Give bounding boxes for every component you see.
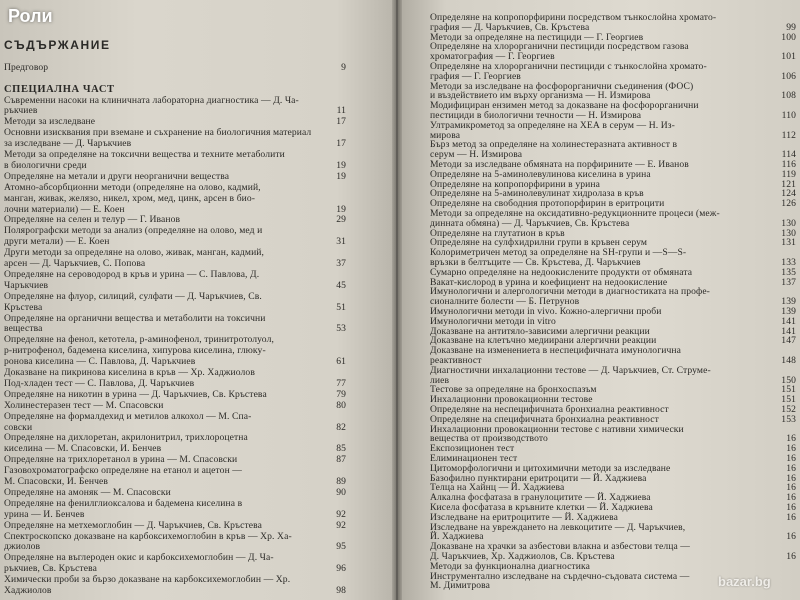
toc-entry-page: 139	[781, 306, 796, 317]
toc-entry-title: Хаджиолов	[4, 585, 52, 596]
toc-entry	[4, 541, 346, 552]
toc-entry-title: Определяне на фенилглиоксалова и бадемена киселина в	[4, 497, 243, 509]
toc-entry	[4, 105, 346, 116]
toc-entry-page: 16	[786, 531, 796, 543]
toc-entry	[4, 323, 346, 334]
toc-entry-title: Диагностични инхалационни тестове — Д. Чаръкчиев, Ст. Струме-	[430, 364, 711, 376]
toc-entry	[4, 334, 346, 345]
toc-entry-page: 101	[781, 51, 796, 63]
toc-entry-title: Инхалационни провокационни тестове с нативни химически	[430, 423, 684, 435]
toc-entry	[4, 498, 346, 509]
toc-entry	[4, 367, 346, 378]
toc-entry-title: динната обмяна) — Д. Чаръкчиев, Св. Кръстева	[430, 217, 630, 229]
toc-entry-page: 85	[336, 443, 346, 455]
toc-entry-title: Елиминационен тест	[430, 453, 518, 464]
toc-entry	[4, 465, 346, 476]
toc-entry-page: 130	[781, 217, 796, 229]
toc-entry	[4, 258, 346, 269]
toc-entry-title: Газовохроматографско определяне на етанол и ацетон —	[4, 465, 243, 477]
toc-entry	[4, 193, 346, 204]
toc-entry-title: Определяне на дихлоретан, акрилонитрил, трихлороцетна	[4, 432, 248, 444]
toc-entry-title: арсен — Д. Чаръкчиев, С. Попова	[4, 258, 146, 269]
toc-entry-page: 16	[786, 443, 796, 455]
toc-entry-page: 116	[781, 159, 796, 170]
toc-entry	[4, 291, 346, 302]
toc-entry-page: 9	[341, 61, 346, 73]
toc-entry-title: Сумарно определяне на недоокислените продукти от обмяната	[430, 266, 693, 278]
toc-entry-title: Кръстева	[4, 301, 43, 313]
toc-entry-page: 95	[336, 541, 346, 553]
toc-entry-title: совски	[4, 421, 33, 433]
toc-entry-page: 87	[336, 454, 346, 466]
toc-entry-title: Цитоморфологични и цитохимични методи за изследване	[430, 462, 671, 474]
toc-entry-title: Определяне на специфичната бронхиална реактивност	[430, 413, 659, 425]
toc-entry-page: 98	[336, 585, 346, 596]
toc-entry-title: Базофилно пунктирани еритроцити — Й. Хаджиева	[430, 472, 647, 484]
toc-entry-page: 139	[781, 296, 796, 308]
toc-entry-title: Определяне на свободния протопорфирин в еритроцити	[430, 198, 665, 210]
toc-entry-title: Определяне на органични вещества и метаболити на токсични	[4, 312, 266, 324]
toc-entry-page: 77	[336, 377, 346, 389]
toc-entry-title: Определяне на хлорорганични пестициди с тънкослойна хромато-	[430, 61, 707, 72]
toc-entry-title: Изследване на увреждането на левкоцитите — Д. Чаръкчиев,	[430, 521, 686, 533]
toc-entry-title: ронова киселина — С. Павлова, Д. Чаръкчиев	[4, 356, 196, 368]
toc-entry-page: 16	[786, 492, 796, 504]
toc-entry-title: Определяне на трихлоретанол в урина — М. Спасовски	[4, 454, 238, 466]
toc-entry	[4, 411, 346, 422]
toc-entry-title: Инхалационни провокационни тестове	[430, 394, 593, 406]
toc-entry-page: 19	[336, 203, 346, 215]
toc-entry-page: 112	[781, 129, 796, 141]
toc-entry	[4, 138, 346, 149]
toc-entry-title: в биологични среди	[4, 159, 87, 171]
toc-entry	[4, 454, 346, 465]
toc-entry	[4, 116, 346, 127]
toc-entry-page: 29	[336, 214, 346, 226]
toc-entry	[4, 73, 346, 84]
toc-entry-title: Определяне на въглероден окис и карбоксихемоглобин — Д. Ча-	[4, 552, 274, 564]
toc-entry-title: СЪДЪРЖАНИЕ	[4, 40, 111, 51]
toc-entry-page: 152	[781, 404, 796, 415]
toc-entry-title: Определяне на формалдехид и метилов алкохол — М. Спа-	[4, 410, 252, 422]
toc-entry-title: Методи за изследване на фосфорорганични съединения (ФОС)	[430, 80, 694, 92]
toc-entry	[4, 84, 346, 95]
toc-entry-title: Експозиционен тест	[430, 443, 515, 455]
toc-entry	[4, 236, 346, 247]
toc-entry-page: 124	[781, 188, 796, 200]
toc-entry-page: 17	[336, 116, 346, 128]
toc-entry	[4, 247, 346, 258]
toc-entry	[4, 204, 346, 215]
toc-entry-title: серум — Н. Измирова	[430, 149, 523, 161]
toc-entry	[4, 389, 346, 400]
toc-entry-page: 16	[786, 433, 796, 445]
toc-entry-page: 89	[336, 476, 346, 487]
toc-entry-title: Ултрамикрометод за определяне на ХЕА в серум — Н. Из-	[430, 119, 675, 131]
toc-entry-page: 153	[781, 413, 796, 425]
toc-entry-page: 82	[336, 421, 346, 433]
toc-entry-title: Холинестеразен тест — М. Спасовски	[4, 399, 164, 411]
toc-entry	[4, 313, 346, 324]
toc-entry-page: 53	[336, 323, 346, 335]
toc-entry-page: 114	[781, 149, 796, 161]
toc-entry-title: Доказване на храчки за азбестови влакна и азбестови телца —	[430, 541, 691, 553]
toc-entry-page: 16	[786, 511, 796, 523]
toc-entry-page: 16	[786, 482, 796, 494]
toc-entry-page: 19	[336, 170, 346, 182]
toc-entry	[4, 432, 346, 443]
toc-entry-title: Атомно-абсорбционни методи (определяне на олово, кадмий,	[4, 181, 261, 193]
toc-entry	[4, 214, 346, 225]
toc-entry-title: мирова	[430, 129, 461, 141]
toc-entry	[4, 476, 346, 487]
toc-entry-title: Определяне на фенол, кетотела, р-аминофенол, тринитротолуол,	[4, 334, 274, 346]
toc-entry-page: 106	[781, 70, 796, 82]
toc-entry-title: Предговор	[4, 61, 49, 73]
toc-entry-page: 130	[781, 227, 796, 239]
toc-entry-title: сионалните болести — Б. Петрунов	[430, 296, 580, 308]
toc-entry-page: 16	[786, 502, 796, 513]
toc-entry-title: Бърз метод за определяне на холинестеразната активност в	[430, 139, 678, 151]
toc-entry-title: Имунологични методи in vitro	[430, 315, 556, 327]
toc-entry-page: 126	[781, 198, 796, 210]
toc-entry-page: 11	[336, 105, 346, 117]
toc-entry-title: ръкчиев	[4, 105, 38, 117]
toc-entry-title: Определяне на копропорфирини посредством тънкослойна хромато-	[430, 12, 717, 23]
toc-entry-title: Имунологични и алергологични методи в диагностиката на профе-	[430, 286, 710, 298]
toc-entry-title: СПЕЦИАЛНА ЧАСТ	[4, 83, 115, 95]
toc-entry-title: графия — Д. Чаръкчиев, Св. Кръстева	[430, 21, 590, 33]
toc-entry	[4, 302, 346, 313]
toc-entry	[4, 378, 346, 389]
toc-entry-title: Инструментално изследване на сърдечно-съдовата система —	[430, 570, 690, 582]
toc-entry-page: 92	[336, 508, 346, 520]
toc-entry-page: 99	[786, 21, 796, 33]
brand-watermark-bottom: bazar.bg	[718, 574, 771, 589]
toc-entry-title: Определяне на хлорорганични пестициди посредством газова	[430, 41, 689, 53]
toc-entry-title: киселина — М. Спасовски, И. Бенчев	[4, 443, 162, 455]
toc-entry-page: 90	[336, 486, 346, 498]
toc-entry-title: Методи за определяне на токсични вещества и техните метаболити	[4, 149, 285, 160]
toc-entry	[4, 563, 346, 574]
book-gutter	[392, 0, 402, 600]
toc-entry-title: ръкчиев, Св. Кръстева	[4, 563, 97, 575]
toc-entry-title: вещества	[4, 323, 43, 335]
toc-entry-title: Методи за определяне на оксидативно-редукционните процеси (меж-	[430, 208, 720, 219]
toc-entry-title: Определяне на метхемоглобин — Д. Чаръкчиев, Св. Кръстева	[4, 519, 262, 531]
toc-entry	[4, 95, 346, 106]
toc-entry-title: Определяне на амоняк — М. Спасовски	[4, 486, 171, 498]
toc-entry-title: М. Димитрова	[430, 580, 490, 592]
toc-entry	[430, 580, 796, 591]
toc-entry-page: 31	[336, 236, 346, 248]
toc-entry-title: и въздействието им върху организма — Н. Измирова	[430, 90, 651, 102]
toc-entry-page: 45	[336, 279, 346, 291]
toc-entry	[4, 40, 346, 51]
toc-entry	[4, 356, 346, 367]
toc-entry-title: Колориметричен метод за определяне на SH-групи и —S—S-	[430, 247, 687, 259]
toc-entry-page: 108	[781, 90, 796, 102]
toc-entry-title: Д. Чаръкчиев, Хр. Хаджиолов, Св. Кръстева	[430, 551, 615, 562]
toc-entry-title: манган, живак, желязо, никел, хром, мед, цинк, арсен в био-	[4, 192, 256, 204]
toc-entry	[4, 149, 346, 160]
toc-entry-title: Определяне на никотин в урина — Д. Чаръкчиев, Св. Кръстева	[4, 388, 267, 400]
toc-entry	[4, 182, 346, 193]
toc-entry-page: 92	[336, 519, 346, 531]
toc-entry-page: 148	[781, 355, 796, 366]
toc-entry-title: вещества от производството	[430, 433, 548, 445]
toc-entry	[4, 422, 346, 433]
toc-entry	[4, 509, 346, 520]
toc-entry-title: Чаръкчиев	[4, 279, 49, 291]
toc-entry-title: Определяне на сулфхидрилни групи в кръвен серум	[430, 237, 648, 249]
toc-entry	[4, 487, 346, 498]
toc-entry-page: 133	[781, 257, 796, 268]
toc-entry-title: Определяне на селен и телур — Г. Иванов	[4, 214, 181, 226]
toc-entry-page: 79	[336, 388, 346, 400]
toc-entry-page: 19	[336, 159, 346, 171]
toc-entry-page: 135	[781, 266, 796, 278]
toc-entry-title: Химически проби за бързо доказване на карбоксихемоглобин — Хр.	[4, 574, 291, 586]
toc-entry-page: 110	[781, 110, 796, 121]
toc-entry-page: 16	[786, 462, 796, 474]
toc-entry-title: Доказване на антитяло-зависими алергични реакции	[430, 325, 650, 337]
toc-entry-title: Модифициран ензимен метод за доказване на фосфорорганични	[430, 100, 699, 112]
toc-entry-title: Определяне на 5-аминолевулинат хидролаза в кръв	[430, 188, 644, 200]
toc-entry-page: 16	[786, 453, 796, 464]
toc-entry-title: Й. Хаджиева	[430, 531, 484, 543]
toc-entry-title: Определяне на сероводород в кръв и урина — С. Павлова, Д.	[4, 268, 260, 280]
toc-entry-title: лочни материали) — Е. Коен	[4, 203, 125, 215]
toc-entry-title: Определяне на глутатион в кръв	[430, 227, 565, 239]
toc-entry	[4, 531, 346, 542]
toc-entry	[4, 574, 346, 585]
toc-entry-title: Доказване на изменениeта в неспецифичната имунологична	[430, 345, 681, 357]
toc-entry-title: връзки в белтъците — Св. Кръстева, Д. Чаръкчиев	[430, 257, 641, 268]
toc-entry-title: Други методи за определяне на олово, живак, манган, кадмий,	[4, 247, 265, 259]
toc-entry	[4, 552, 346, 563]
toc-entry-title: Определяне на метали и други неорганични вещества	[4, 170, 230, 182]
toc-entry-page: 37	[336, 258, 346, 269]
toc-entry-title: Телца на Хайнц — Й. Хаджиева	[430, 482, 565, 494]
toc-entry-title: Спектроскопско доказване на карбоксихемоглобин в кръв — Хр. Ха-	[4, 530, 292, 542]
toc-entry-title: за изследване — Д. Чаръкчиев	[4, 138, 132, 150]
toc-entry	[4, 127, 346, 138]
toc-entry-page: 119	[781, 168, 796, 180]
toc-entry-title: М. Спасовски, И. Бенчев	[4, 476, 109, 487]
toc-entry-title: Методи за изследване	[4, 116, 96, 128]
toc-entry-title: Методи за определяне на пестициди — Г. Георгиев	[430, 31, 644, 43]
toc-entry-page: 137	[781, 276, 796, 288]
toc-entry-page: 141	[781, 315, 796, 327]
toc-entry	[4, 269, 346, 280]
toc-entry-page: 100	[781, 31, 796, 43]
toc-entry-title: Доказване на клетъчно медиирани алергични реакции	[430, 335, 657, 347]
toc-entry-title: Доказване на пикринова киселина в кръв — Хр. Хаджиолов	[4, 367, 255, 378]
toc-entry-page: 80	[336, 399, 346, 411]
toc-entry-title: джиолов	[4, 541, 41, 553]
toc-entry-page: 151	[781, 394, 796, 406]
toc-entry	[4, 51, 346, 62]
toc-entry	[4, 62, 346, 73]
toc-entry-title: Съвременни насоки на клиничната лабораторна диагностика — Д. Ча-	[4, 94, 299, 106]
toc-entry	[4, 585, 346, 596]
toc-entry-title: други метали) — Е. Коен	[4, 236, 110, 248]
toc-entry-page: 141	[781, 325, 796, 337]
brand-watermark-top: Роли	[8, 6, 53, 26]
toc-entry-title: Методи за функционална диагностика	[430, 560, 590, 572]
toc-entry-page: 17	[336, 138, 346, 150]
toc-entry-title: хроматография — Г. Георгиев	[430, 51, 555, 63]
toc-entry-title: Основни изисквания при вземане и съхранение на биологичния материал	[4, 127, 312, 139]
toc-entry-title: Под-хладен тест — С. Павлова, Д. Чаръкчиев	[4, 377, 195, 389]
toc-entry	[4, 345, 346, 356]
toc-entry-title: Определяне на копропорфирини в урина	[430, 178, 600, 190]
toc-entry	[4, 520, 346, 531]
toc-entry-page: 16	[786, 472, 796, 484]
toc-entry-title: урина — И. Бенчев	[4, 508, 85, 520]
toc-entry-title: Определяне на неспецифичната бронхиална реактивност	[430, 404, 669, 415]
toc-entry-title: пестициди в биологични течности — Н. Измирова	[430, 110, 642, 121]
toc-entry	[4, 225, 346, 236]
toc-entry-title: Вакат-кислород в урина и коефициент на недоокисление	[430, 276, 668, 288]
toc-entry-page: 16	[786, 551, 796, 562]
toc-entry-page: 147	[781, 335, 796, 347]
toc-entry	[4, 400, 346, 411]
toc-entry-page: 131	[781, 237, 796, 249]
toc-entry-title: Кисела фосфатаза в кръвните клетки — Й. Хаджиева	[430, 502, 653, 513]
toc-entry	[4, 160, 346, 171]
toc-entry-title: реактивност	[430, 355, 482, 366]
toc-entry	[4, 171, 346, 182]
toc-entry-page: 150	[781, 374, 796, 386]
toc-entry-title: Тестове за определяне на бронхоспазъм	[430, 384, 597, 396]
toc-entry-page: 121	[781, 178, 796, 190]
toc-entry-page: 61	[336, 356, 346, 368]
toc-entry-page: 96	[336, 563, 346, 575]
toc-entry-title: Определяне на флуор, силиций, сулфати — Д. Чаръкчиев, Св.	[4, 290, 262, 302]
toc-entry-page: 151	[781, 384, 796, 396]
toc-entry-title: Определяне на 5-аминолевулинова киселина в урина	[430, 168, 651, 180]
toc-entry	[4, 443, 346, 454]
toc-entry-title: графия — Г. Георгиев	[430, 70, 521, 82]
toc-entry-title: лиев	[430, 374, 450, 386]
toc-entry-page: 51	[336, 301, 346, 313]
toc-entry-title: Изследване на еритроцитите — Й. Хаджиева	[430, 511, 619, 523]
toc-entry-title: Имунологични методи in vivo. Кожно-алергични проби	[430, 306, 662, 317]
toc-entry-title: р-нитрофенол, бадемена киселина, хипурова киселина, глюку-	[4, 345, 266, 357]
toc-entry-title: Методи за изследване обмяната на порфирините — Е. Иванов	[430, 159, 689, 170]
toc-entry-title: Полярографски методи за анализ (определяне на олово, мед и	[4, 225, 263, 237]
toc-entry-title: Алкална фосфатаза в гранулоцитите — Й. Хаджиева	[430, 492, 651, 504]
toc-entry	[4, 280, 346, 291]
